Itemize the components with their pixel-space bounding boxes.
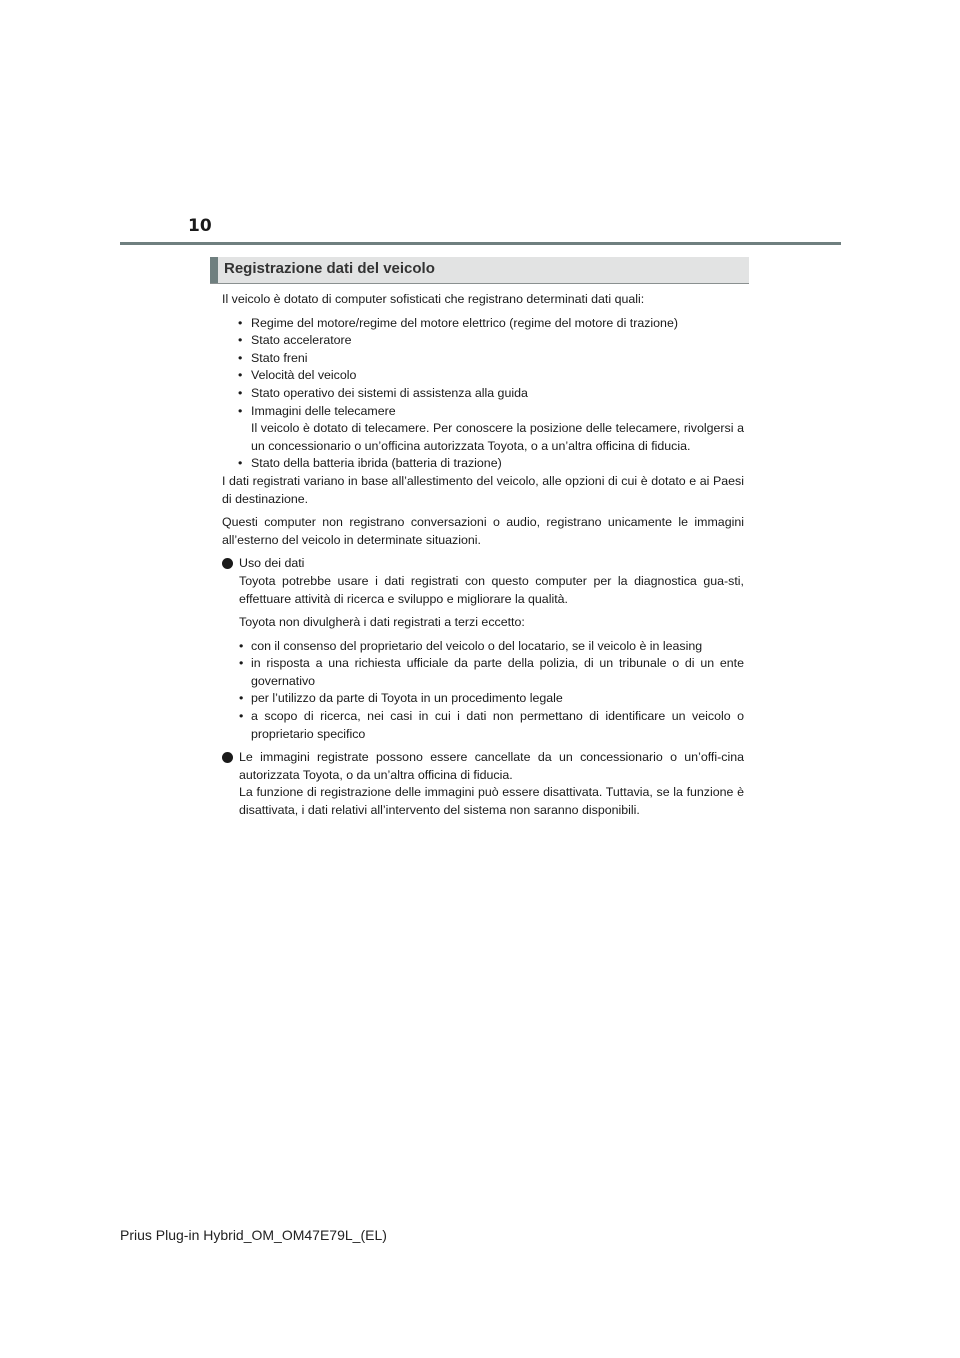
section-content	[222, 291, 744, 820]
list-item: • con il consenso del proprietario del veicolo o del locatario, se il veicolo è in leasing	[239, 638, 744, 656]
recorded-data-list	[222, 315, 744, 473]
bullet-dot-icon	[222, 558, 233, 569]
list-item: • Stato della batteria ibrida (batteria di trazione)	[222, 455, 744, 473]
bullet-dot-icon	[222, 752, 233, 763]
data-use-body: Toyota potrebbe usare i dati registrati con questo computer per la diagnostica gua-sti, effettuare attività di ricerca e sviluppo e migliorare la qualità.	[239, 573, 744, 606]
disclosure-exceptions-list	[239, 638, 744, 744]
list-item: • Velocità del veicolo	[222, 367, 744, 385]
list-item: • Stato freni	[222, 350, 744, 368]
disclosure-intro: Toyota non divulgherà i dati registrati a terzi eccetto:	[239, 615, 525, 630]
list-item: • a scopo di ricerca, nei casi in cui i dati non permettano di identificare un veicolo o proprietario specifico	[239, 708, 744, 743]
audio-text: Questi computer non registrano conversazioni o audio, registrano unicamente le immagini all’esterno del veicolo in determinate situazioni.	[222, 515, 744, 547]
camera-note: Il veicolo è dotato di telecamere. Per conoscere la posizione delle telecamere, rivolgersi a un concessionario o un’officina autorizzata Toyota, o a un’altra officina di fiducia.	[251, 421, 744, 453]
section-title: Registrazione dati del veicolo	[224, 260, 435, 277]
list-item: • Regime del motore/regime del motore elettrico (regime del motore di trazione)	[222, 315, 744, 333]
variation-text: I dati registrati variano in base all’allestimento del veicolo, alle opzioni di cui è dotato e ai Paesi di destinazione.	[222, 473, 744, 506]
page-number: 10	[188, 216, 212, 236]
disable-text: La funzione di registrazione delle immagini può essere disattivata. Tuttavia, se la funzione è disattivata, i dati relativi all’intervento del sistema non saranno disponibili.	[239, 785, 744, 818]
footer-manual-code: Prius Plug-in Hybrid_OM_OM47E79L_(EL)	[120, 1227, 387, 1243]
deletion-entry	[222, 749, 744, 819]
section-header	[210, 257, 749, 284]
list-item: • in risposta a una richiesta ufficiale da parte della polizia, di un tribunale o di un ente governativo	[239, 655, 744, 690]
data-use-entry	[222, 555, 744, 743]
list-item: • Stato operativo dei sistemi di assistenza alla guida	[222, 385, 744, 403]
list-item: • per l’utilizzo da parte di Toyota in un procedimento legale	[239, 690, 744, 708]
intro-text: Il veicolo è dotato di computer sofisticati che registrano determinati dati quali:	[222, 292, 645, 306]
header-rule	[120, 242, 841, 245]
deletion-body: Le immagini registrate possono essere cancellate da un concessionario o un’offi-cina autorizzata Toyota, o da un’altra officina di fiducia.	[239, 750, 744, 782]
list-item: • Immagini delle telecamere Il veicolo è dotato di telecamere. Per conoscere la posizione delle telecamere, rivolgersi a un concessionario o un’officina autorizzata Toyota, o a un’altra officina di fiducia.	[222, 403, 744, 456]
section-header-bar	[210, 257, 218, 283]
data-use-heading: Uso dei dati	[239, 556, 305, 571]
list-item: • Stato acceleratore	[222, 332, 744, 350]
